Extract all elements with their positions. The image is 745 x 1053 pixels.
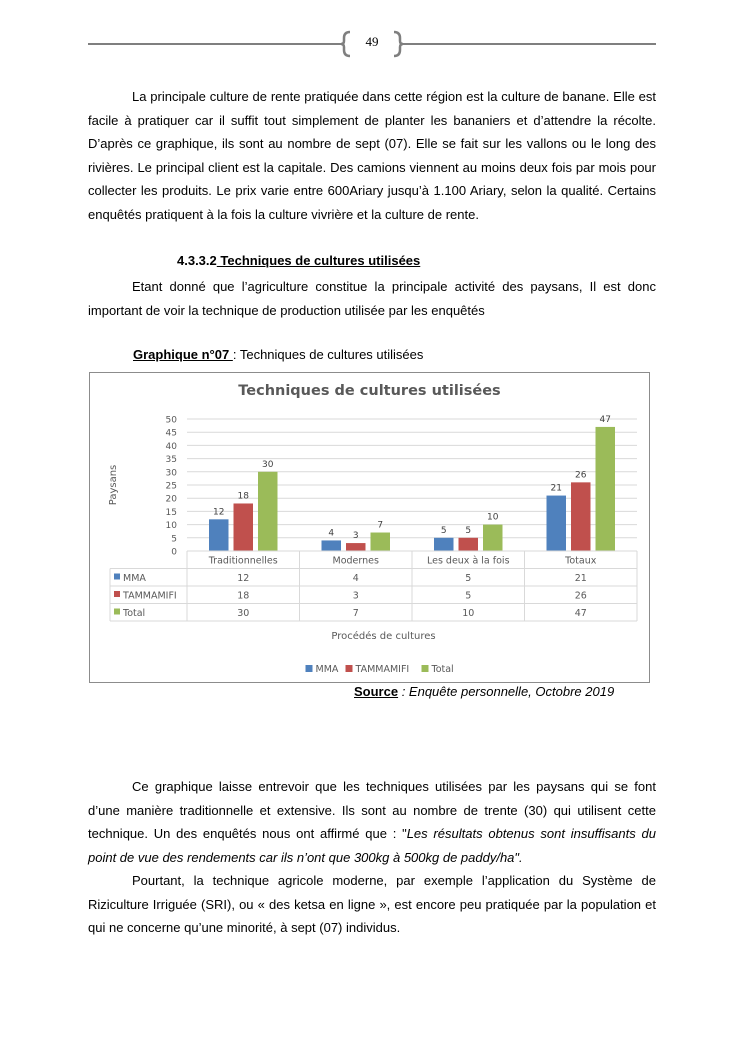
chart-frame [89, 372, 650, 683]
bar [258, 472, 278, 551]
data-label: 30 [262, 459, 274, 470]
table-cell: 4 [352, 573, 359, 584]
table-cell: 7 [352, 608, 359, 619]
conclusion-section [88, 775, 656, 940]
table-legend-key [114, 591, 120, 597]
legend-key [306, 665, 313, 672]
bar [571, 482, 591, 551]
conclusion-paragraph-2: Pourtant, la technique agricole moderne, par exemple l’application du Système de Riziculture Irriguée (SRI), ou « des ketsa en ligne », est encore peu pratiquée par la population et qui ne concerne qu’une minorité, à sept (07) individus. [88, 873, 656, 935]
bar [483, 525, 503, 551]
table-series-name: MMA [123, 573, 146, 584]
data-label: 21 [550, 483, 562, 494]
y-axis-label: Paysans [108, 464, 119, 506]
category-label: Traditionnelles [208, 555, 278, 567]
conclusion-p1-text: Ce graphique laisse entrevoir que les techniques utilisées par les paysans qui se font d’une manière traditionnelle et extensive. Ils sont au nombre de trente (30) qui utilisent cette technique. Un des enquêtés nous ont affirmé que : " [88, 779, 656, 841]
y-tick-label: 10 [165, 521, 177, 532]
bar [322, 540, 342, 551]
y-tick-label: 50 [165, 415, 177, 426]
chart-title: Techniques de cultures utilisées [238, 383, 501, 399]
y-tick-label: 40 [165, 441, 177, 452]
data-label: 7 [377, 520, 384, 531]
data-label: 3 [352, 531, 359, 542]
bar [459, 538, 479, 551]
section-body [88, 275, 656, 322]
y-tick-label: 5 [171, 534, 177, 545]
figure-label: Graphique n°07 [133, 347, 233, 362]
bar [346, 543, 366, 551]
table-cell: 21 [574, 573, 587, 584]
data-label: 12 [213, 507, 225, 518]
legend-label: Total [431, 664, 454, 675]
table-cell: 30 [237, 608, 250, 619]
y-tick-label: 15 [165, 507, 177, 518]
page-header [88, 30, 656, 60]
conclusion-paragraph-1 [88, 775, 656, 869]
bar [547, 496, 567, 551]
table-cell: 12 [237, 573, 250, 584]
y-tick-label: 20 [165, 494, 177, 505]
table-cell: 18 [237, 590, 250, 602]
legend-label: TAMMAMIFI [355, 664, 410, 675]
y-tick-label: 30 [165, 468, 177, 479]
table-legend-key [114, 609, 120, 615]
category-label: Totaux [565, 555, 597, 567]
bar [371, 533, 391, 551]
section-paragraph: Etant donné que l’agriculture constitue la principale activité des paysans, Il est donc important de voir la technique de production utilisée par les enquêtés [88, 279, 656, 318]
table-legend-key [114, 574, 120, 580]
y-tick-label: 35 [165, 455, 177, 466]
section-title: Techniques de cultures utilisées [216, 253, 421, 268]
data-label: 5 [440, 525, 447, 536]
legend-label: MMA [315, 664, 339, 675]
figure-caption [133, 347, 423, 362]
data-label: 47 [599, 414, 611, 425]
table-series-name: TAMMAMIFI [123, 590, 177, 602]
source-text: : Enquête personnelle, Octobre 2019 [398, 684, 615, 699]
section-number: 4.3.3.2 [177, 253, 217, 268]
table-cell: 5 [465, 573, 472, 584]
intro-section [88, 85, 656, 226]
figure-source [354, 684, 614, 699]
y-tick-label: 25 [165, 481, 177, 492]
table-cell: 3 [352, 590, 359, 602]
x-axis-label: Procédés de cultures [331, 631, 436, 642]
section-heading [177, 253, 420, 268]
legend-key [346, 665, 353, 672]
y-tick-label: 45 [165, 428, 177, 439]
figure-caption-text: : Techniques de cultures utilisées [232, 347, 424, 362]
bar [234, 503, 254, 551]
data-label: 5 [465, 525, 472, 536]
intro-paragraph: La principale culture de rente pratiquée dans cette région est la culture de banane. Elle est facile à pratiquer car il suffit tout simplement de planter les bananiers et d’attendre la récolte. D’après ce graphique, ils sont au nombre de sept (07). Elle se fait sur les vallons ou le long des rivières. Le principal client est la capitale. Des camions viennent au moins deux fois par mois pour collecter les produits. Le prix varie entre 600Ariary jusqu’à 1.100 Ariary, selon la qualité. Certains enquêtés pratiquent à la fois la culture vivrière et la culture de rente. [88, 89, 656, 222]
table-series-name: Total [123, 608, 146, 619]
bar [596, 427, 616, 551]
y-tick-label: 0 [171, 547, 177, 558]
category-label: Les deux à la fois [426, 555, 510, 567]
table-cell: 10 [462, 608, 475, 619]
source-label: Source [354, 684, 399, 699]
table-cell: 47 [574, 608, 587, 619]
chart-canvas [90, 373, 649, 682]
data-label: 4 [328, 528, 335, 539]
legend-key [422, 665, 429, 672]
data-label: 26 [575, 470, 587, 481]
bar [434, 538, 454, 551]
conclusion-quote: Les résultats obtenus sont insuffisants du point de vue des rendements car ils n’ont que 300kg à 500kg de paddy/ha". [88, 826, 656, 865]
data-label: 10 [487, 512, 499, 523]
data-label: 18 [237, 491, 249, 502]
bar [209, 519, 229, 551]
category-label: Modernes [332, 555, 379, 567]
table-cell: 5 [465, 590, 472, 602]
table-cell: 26 [574, 590, 587, 602]
page-number: 49 [365, 34, 379, 49]
